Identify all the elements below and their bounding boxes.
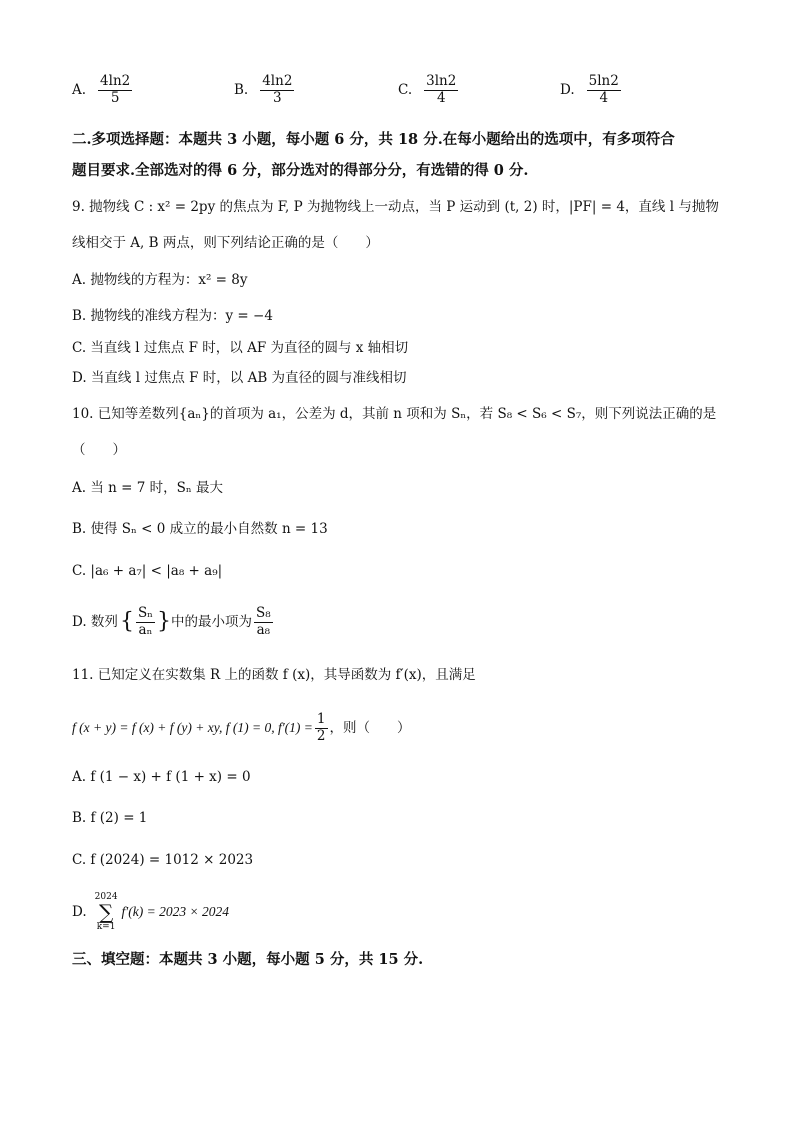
fraction: $\frac{\text{S₈}}{\text{a₈}}$ — [256, 604, 271, 638]
q10-option-d-mid: 中的最小项为 — [171, 614, 253, 630]
q10-stem-line2: （ ） — [72, 442, 126, 458]
q11-option-d — [72, 892, 229, 932]
sum-upper: 2024 — [94, 892, 118, 902]
q10-option-d-label: D. 数列 — [72, 614, 118, 630]
summation — [95, 892, 118, 932]
option-label: A. — [72, 82, 87, 99]
q10-option-b: B. 使得 Sₙ < 0 成立的最小自然数 n = 13 — [72, 521, 328, 537]
right-brace: } — [157, 609, 172, 634]
q10-option-a: A. 当 n = 7 时，Sₙ 最大 — [72, 480, 223, 496]
q11-stem-line2 — [72, 710, 411, 746]
q10-option-c: C. |a₆ + a₇| < |a₈ + a₉| — [72, 563, 223, 579]
left-brace: { — [119, 609, 134, 634]
option-label: B. — [234, 82, 249, 99]
fraction: $\frac{1}{2}$ — [316, 710, 326, 744]
q10-stem-line1: 10. 已知等差数列{aₙ}的首项为 a₁，公差为 d，其前 n 项和为 Sₙ，若 S₈ < S₆ < S₇，则下列说法正确的是 — [72, 406, 717, 422]
fraction: $\frac{3\ln 2}{4}$ — [426, 73, 457, 106]
q8-option-b — [234, 74, 296, 106]
q11-option-d-label: D. — [72, 904, 87, 920]
q9-stem-line1: 9. 抛物线 C : x² = 2py 的焦点为 F, P 为抛物线上一动点，当 P 运动到 (t, 2) 时，|PF| = 4，直线 l 与抛物 — [72, 199, 719, 215]
q11-option-d-expr: f′(k) = 2023 × 2024 — [121, 904, 229, 919]
fraction: $\frac{4\ln 2}{5}$ — [100, 73, 131, 106]
q10-option-d — [72, 604, 275, 640]
section2-heading-line2: 题目要求.全部选对的得 6 分，部分选对的得部分分，有选错的得 0 分. — [72, 162, 529, 179]
q8-option-a — [72, 74, 134, 106]
q9-option-b: B. 抛物线的准线方程为：y = −4 — [72, 308, 273, 324]
fraction: $\frac{5\ln 2}{4}$ — [588, 73, 619, 106]
section2-heading-line1: 二.多项选择题：本题共 3 小题，每小题 6 分，共 18 分.在每小题给出的选项中，有多项符合 — [72, 131, 675, 148]
q9-stem-line2: 线相交于 A, B 两点，则下列结论正确的是（ ） — [72, 235, 379, 251]
q11-stem-tail: ，则（ ） — [329, 720, 411, 736]
sum-lower: k=1 — [96, 922, 116, 932]
sigma-icon: ∑ — [98, 900, 114, 924]
q9-option-d: D. 当直线 l 过焦点 F 时，以 AB 为直径的圆与准线相切 — [72, 370, 407, 386]
option-label: C. — [398, 82, 413, 99]
q9-option-c: C. 当直线 l 过焦点 F 时，以 AF 为直径的圆与 x 轴相切 — [72, 340, 409, 356]
option-label: D. — [560, 82, 575, 99]
q11-option-a: A. f (1 − x) + f (1 + x) = 0 — [72, 769, 251, 785]
fraction: $\frac{4\ln 2}{3}$ — [262, 73, 293, 106]
q11-option-b: B. f (2) = 1 — [72, 810, 148, 826]
q11-stem-line1: 11. 已知定义在实数集 R 上的函数 f (x)，其导函数为 f′(x)，且满足 — [72, 667, 476, 683]
q9-option-a: A. 抛物线的方程为：x² = 8y — [72, 272, 248, 288]
q8-option-c — [398, 74, 460, 106]
fraction: $\frac{\text{Sₙ}}{\text{aₙ}}$ — [137, 604, 154, 638]
q8-option-d — [560, 74, 623, 106]
q11-equation: f (x + y) = f (x) + f (y) + xy, f (1) = 0, f′(1) = — [72, 720, 313, 735]
section3-heading: 三、填空题：本题共 3 小题，每小题 5 分，共 15 分. — [72, 951, 424, 968]
q11-option-c: C. f (2024) = 1012 × 2023 — [72, 852, 254, 868]
